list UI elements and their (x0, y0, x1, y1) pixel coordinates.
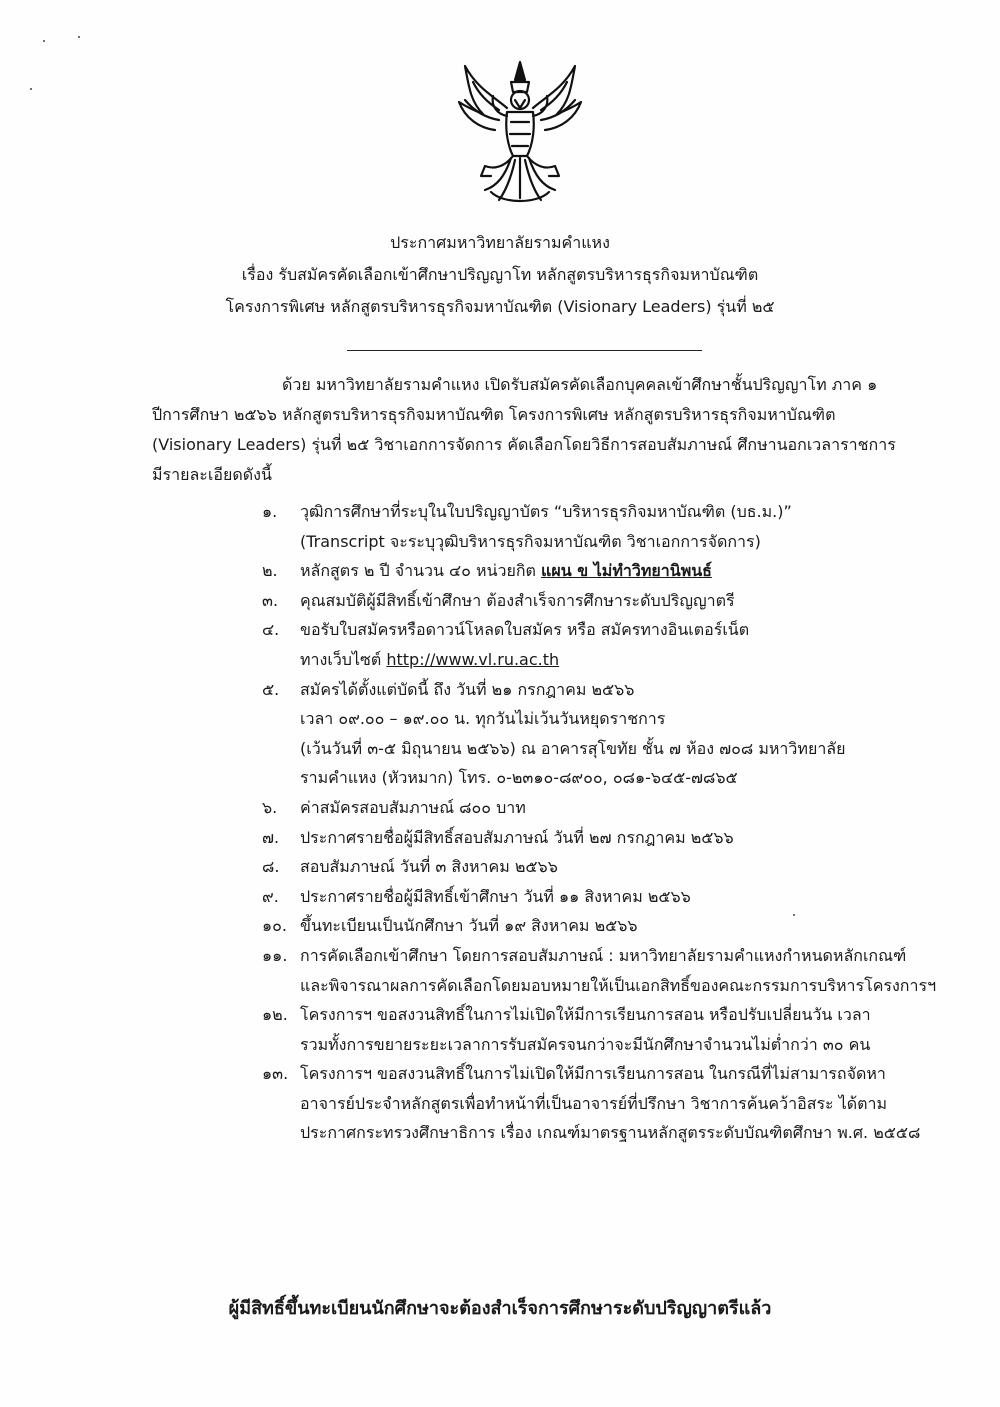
item-text-main: หลักสูตร ๒ ปี จำนวน ๔๐ หน่วยกิต (300, 561, 542, 581)
list-item (262, 852, 902, 882)
item-number: ๘. (262, 857, 280, 877)
header-divider (347, 350, 702, 351)
header-subject: เรื่อง รับสมัครคัดเลือกเข้าศึกษาปริญญาโท หลักสูตรบริหารธุรกิจมหาบัณฑิต (241, 265, 759, 284)
item-text: สมัครได้ตั้งแต่บัดนี้ ถึง วันที่ ๒๑ กรกฎาคม ๒๕๖๖ (300, 679, 635, 699)
list-item (262, 615, 902, 674)
website-link[interactable]: http://www.vl.ru.ac.th (386, 649, 560, 669)
item-text: คุณสมบัติผู้มีสิทธิ์เข้าศึกษา ต้องสำเร็จการศึกษาระดับปริญญาตรี (300, 590, 735, 610)
item-text (300, 645, 902, 675)
item-text: (เว้นวันที่ ๓-๕ มิถุนายน ๒๕๖๖) ณ อาคารสุโขทัย ชั้น ๗ ห้อง ๗๐๘ มหาวิทยาลัย (300, 738, 846, 758)
item-text: และพิจารณาผลการคัดเลือกโดยมอบหมายให้เป็นเอกสิทธิ์ของคณะกรรมการบริหารโครงการฯ (300, 975, 937, 995)
item-number: ๓. (262, 590, 279, 610)
intro-line: ปีการศึกษา ๒๕๖๖ หลักสูตรบริหารธุรกิจมหาบัณฑิต โครงการพิเศษ หลักสูตรบริหารธุรกิจมหาบัณฑิต (152, 405, 836, 424)
item-number: ๑๐. (262, 916, 288, 936)
item-text: อาจารย์ประจำหลักสูตรเพื่อทำหน้าที่เป็นอาจารย์ที่ปรึกษา วิชาการค้นคว้าอิสระ ได้ตาม (300, 1093, 888, 1113)
item-number: ๗. (262, 827, 280, 847)
announcement-header (0, 227, 1000, 323)
item-number: ๔. (262, 620, 280, 640)
list-item (262, 911, 902, 941)
list-item (262, 556, 902, 586)
list-item (262, 823, 902, 853)
garuda-emblem-icon (455, 58, 585, 208)
item-number: ๒. (262, 561, 278, 581)
intro-paragraph (152, 370, 897, 490)
item-number: ๑๒. (262, 1005, 288, 1025)
intro-line: มีรายละเอียดดังนี้ (152, 465, 272, 484)
list-item (262, 1059, 921, 1148)
item-text: โครงการฯ ขอสงวนสิทธิ์ในการไม่เปิดให้มีการเรียนการสอน ในกรณีที่ไม่สามารถจัดหา (300, 1064, 886, 1084)
list-item (262, 497, 902, 556)
list-item (262, 586, 902, 616)
header-program: โครงการพิเศษ หลักสูตรบริหารธุรกิจมหาบัณฑิต (Visionary Leaders) รุ่นที่ ๒๕ (225, 297, 775, 316)
header-title: ประกาศมหาวิทยาลัยรามคำแหง (390, 233, 610, 252)
list-item (262, 882, 902, 912)
item-number: ๖. (262, 797, 278, 817)
scan-speck (43, 40, 45, 42)
website-label: ทางเว็บไซต์ (300, 649, 387, 669)
item-emphasis: แผน ข ไม่ทำวิทยานิพนธ์ (541, 561, 712, 581)
item-text: รวมทั้งการขยายระยะเวลาการรับสมัครจนกว่าจะมีนักศึกษาจำนวนไม่ต่ำกว่า ๓๐ คน (300, 1034, 871, 1054)
item-number: ๕. (262, 679, 280, 699)
scan-speck (30, 88, 32, 90)
list-item (262, 941, 937, 1000)
item-text: ประกาศกระทรวงศึกษาธิการ เรื่อง เกณฑ์มาตรฐานหลักสูตรระดับบัณฑิตศึกษา พ.ศ. ๒๕๕๘ (300, 1123, 921, 1143)
item-text: รามคำแหง (หัวหมาก) โทร. ๐-๒๓๑๐-๘๙๐๐, ๐๘๑-๖๔๕-๗๘๖๕ (300, 768, 738, 788)
footer-note: ผู้มีสิทธิ์ขึ้นทะเบียนนักศึกษาจะต้องสำเร็จการศึกษาระดับปริญญาตรีแล้ว (228, 1298, 772, 1319)
item-text: ประกาศรายชื่อผู้มีสิทธิ์สอบสัมภาษณ์ วันที่ ๒๗ กรกฎาคม ๒๕๖๖ (300, 827, 734, 847)
item-text: สอบสัมภาษณ์ วันที่ ๓ สิงหาคม ๒๕๖๖ (300, 857, 558, 877)
list-item (262, 675, 902, 793)
scan-speck (78, 36, 80, 38)
intro-line: ด้วย มหาวิทยาลัยรามคำแหง เปิดรับสมัครคัดเลือกบุคคลเข้าศึกษาชั้นปริญญาโท ภาค ๑ (282, 375, 878, 394)
item-text (300, 556, 902, 586)
item-text: ค่าสมัครสอบสัมภาษณ์ ๘๐๐ บาท (300, 797, 526, 817)
item-number: ๑๓. (262, 1064, 289, 1084)
item-text: การคัดเลือกเข้าศึกษา โดยการสอบสัมภาษณ์ : มหาวิทยาลัยรามคำแหงกำหนดหลักเกณฑ์ (300, 945, 907, 965)
item-text: โครงการฯ ขอสงวนสิทธิ์ในการไม่เปิดให้มีการเรียนการสอน หรือปรับเปลี่ยนวัน เวลา (300, 1005, 871, 1025)
item-text: เวลา ๐๙.๐๐ – ๑๙.๐๐ น. ทุกวันไม่เว้นวันหยุดราชการ (300, 709, 666, 729)
item-text: วุฒิการศึกษาที่ระบุในใบปริญญาบัตร “บริหารธุรกิจมหาบัณฑิต (บธ.ม.)” (300, 502, 792, 521)
item-text: ประกาศรายชื่อผู้มีสิทธิ์เข้าศึกษา วันที่ ๑๑ สิงหาคม ๒๕๖๖ (300, 886, 691, 906)
requirements-list (262, 497, 937, 1148)
item-number: ๑๑. (262, 945, 288, 965)
list-item (262, 1000, 902, 1059)
item-text: ขอรับใบสมัครหรือดาวน์โหลดใบสมัคร หรือ สมัครทางอินเตอร์เน็ต (300, 620, 750, 640)
list-item (262, 793, 902, 823)
item-text: (Transcript จะระบุวุฒิบริหารธุรกิจมหาบัณฑิต วิชาเอกการจัดการ) (300, 531, 761, 551)
intro-line: (Visionary Leaders) รุ่นที่ ๒๕ วิชาเอกการจัดการ คัดเลือกโดยวิธีการสอบสัมภาษณ์ ศึกษานอกเวลาราชการ (152, 435, 896, 454)
item-number: ๙. (262, 886, 279, 906)
item-text: ขึ้นทะเบียนเป็นนักศึกษา วันที่ ๑๙ สิงหาคม ๒๕๖๖ (300, 916, 638, 936)
item-number: ๑. (262, 502, 278, 521)
